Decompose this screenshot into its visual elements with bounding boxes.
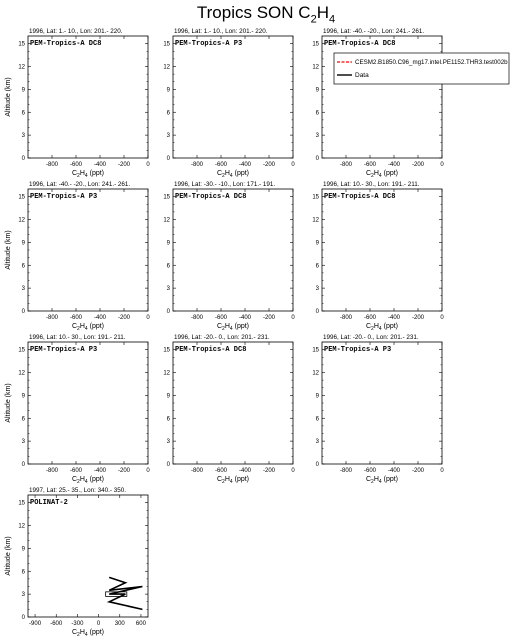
x-tick-label: -600	[214, 162, 228, 168]
campaign-label: PEM-Tropics-A DC8	[175, 346, 247, 354]
plot-frame	[28, 495, 148, 617]
panel-header: 1996, Lat: 1.- 10., Lon: 201.- 220.	[29, 28, 123, 35]
chart-panel	[5, 334, 150, 485]
chart-panel	[5, 181, 150, 332]
y-tick-label: 3	[315, 286, 319, 293]
plot-frame	[28, 189, 148, 311]
y-tick-label: 9	[21, 546, 25, 553]
x-tick-label: -200	[411, 315, 425, 321]
chart-panel	[163, 181, 295, 332]
x-tick-label: -600	[363, 315, 377, 321]
x-tick-label: 0	[146, 315, 150, 321]
x-axis-label: $C_2H_4$ (ppt)	[365, 323, 399, 332]
x-tick-label: -200	[262, 162, 276, 168]
y-tick-label: 15	[18, 500, 25, 507]
data-line	[109, 577, 142, 609]
campaign-label: PEM-Tropics-A DC8	[324, 193, 396, 201]
x-tick-label: -400	[93, 468, 107, 474]
y-tick-label: 12	[312, 217, 319, 224]
y-tick-label: 15	[163, 194, 170, 201]
x-tick-label: -600	[69, 468, 83, 474]
x-tick-label: -400	[93, 162, 107, 168]
plot-frame	[28, 36, 148, 158]
panel-header: 1996, Lat: 1.- 10., Lon: 201.- 220.	[174, 28, 268, 35]
y-tick-label: 9	[21, 240, 25, 247]
y-tick-label: 0	[21, 309, 25, 315]
y-tick-label: 3	[21, 592, 25, 599]
campaign-label: PEM-Tropics-A DC8	[175, 193, 247, 201]
x-axis-label: $C_2H_4$ (ppt)	[216, 323, 250, 332]
x-tick-label: 0	[96, 621, 101, 627]
chart-panel	[312, 28, 509, 179]
chart-panel	[5, 28, 150, 179]
x-tick-label: -200	[117, 162, 131, 168]
x-tick-label: -800	[45, 315, 59, 321]
x-axis-label: $C_2H_4$ (ppt)	[71, 476, 105, 485]
x-tick-label: -900	[29, 621, 42, 627]
figure-title: Tropics SON $C_2H_4$	[196, 3, 336, 26]
y-axis-label: Altitude (km)	[5, 77, 12, 117]
y-tick-label: 3	[166, 133, 170, 140]
y-tick-label: 12	[18, 64, 25, 71]
y-tick-label: 3	[315, 439, 319, 446]
y-tick-label: 9	[21, 393, 25, 400]
x-tick-label: -400	[387, 468, 401, 474]
x-axis-label: $C_2H_4$ (ppt)	[365, 170, 399, 179]
x-tick-label: 0	[440, 162, 444, 168]
y-tick-label: 15	[18, 347, 25, 354]
legend-data-label: Data	[355, 72, 369, 79]
panel-header: 1996, Lat: 10.- 30., Lon: 191.- 211.	[323, 181, 420, 188]
y-tick-label: 3	[166, 439, 170, 446]
y-tick-label: 15	[163, 347, 170, 354]
plot-frame	[322, 189, 442, 311]
x-tick-label: -800	[339, 315, 353, 321]
y-tick-label: 0	[166, 462, 170, 468]
x-axis-label: $C_2H_4$ (ppt)	[216, 476, 250, 485]
x-tick-label: -800	[339, 162, 353, 168]
campaign-label: PEM-Tropics-A P3	[175, 40, 243, 48]
y-tick-label: 3	[21, 133, 25, 140]
chart-panel	[163, 334, 295, 485]
campaign-label: PEM-Tropics-A P3	[324, 346, 392, 354]
y-axis-label: Altitude (km)	[5, 536, 12, 576]
x-tick-label: -400	[93, 315, 107, 321]
y-tick-label: 6	[166, 110, 170, 117]
y-tick-label: 6	[315, 263, 319, 270]
y-tick-label: 6	[166, 416, 170, 423]
y-tick-label: 15	[18, 194, 25, 201]
chart-panel	[312, 334, 444, 485]
x-tick-label: -800	[190, 162, 204, 168]
y-tick-label: 9	[166, 393, 170, 400]
x-tick-label: -400	[238, 162, 252, 168]
x-tick-label: -600	[363, 468, 377, 474]
y-tick-label: 3	[166, 286, 170, 293]
y-tick-label: 6	[21, 416, 25, 423]
y-tick-label: 15	[312, 194, 319, 201]
y-tick-label: 9	[166, 240, 170, 247]
x-axis-label: $C_2H_4$ (ppt)	[71, 629, 105, 638]
plot-frame	[173, 36, 293, 158]
panel-header: 1996, Lat: -20.- 0., Lon: 201.- 231.	[323, 334, 419, 341]
x-axis-label: $C_2H_4$ (ppt)	[71, 170, 105, 179]
y-tick-label: 15	[18, 41, 25, 48]
y-tick-label: 12	[163, 217, 170, 224]
y-tick-label: 9	[315, 393, 319, 400]
plot-frame	[173, 189, 293, 311]
x-tick-label: -800	[45, 468, 59, 474]
x-tick-label: -200	[262, 315, 276, 321]
campaign-label: PEM-Tropics-A DC8	[324, 40, 396, 48]
y-tick-label: 9	[21, 87, 25, 94]
x-tick-label: 0	[291, 162, 295, 168]
campaign-label: PEM-Tropics-A DC8	[30, 40, 102, 48]
y-tick-label: 12	[163, 64, 170, 71]
y-tick-label: 3	[21, 439, 25, 446]
x-tick-label: -400	[387, 315, 401, 321]
x-tick-label: -800	[190, 315, 204, 321]
panel-header: 1996, Lat: -20.- 0., Lon: 201.- 231.	[174, 334, 270, 341]
panel-header: 1996, Lat: -30.- -10., Lon: 171.- 191.	[174, 181, 276, 188]
y-tick-label: 6	[21, 569, 25, 576]
y-tick-label: 0	[21, 462, 25, 468]
x-tick-label: -600	[69, 162, 83, 168]
y-tick-label: 6	[315, 110, 319, 117]
y-tick-label: 0	[166, 309, 170, 315]
y-tick-label: 3	[21, 286, 25, 293]
x-tick-label: 300	[114, 621, 125, 627]
x-tick-label: -400	[387, 162, 401, 168]
y-axis-label: Altitude (km)	[5, 230, 12, 270]
plot-frame	[28, 342, 148, 464]
legend-box	[334, 53, 509, 84]
y-tick-label: 0	[21, 156, 25, 162]
y-tick-label: 12	[18, 370, 25, 377]
panel-header: 1997, Lat: 25.- 35., Lon: 340.- 350.	[29, 487, 126, 494]
y-tick-label: 15	[312, 41, 319, 48]
y-tick-label: 0	[315, 156, 319, 162]
x-tick-label: 0	[440, 315, 444, 321]
y-tick-label: 0	[166, 156, 170, 162]
x-tick-label: -800	[339, 468, 353, 474]
x-tick-label: -200	[117, 468, 131, 474]
x-tick-label: -200	[117, 315, 131, 321]
y-tick-label: 9	[166, 87, 170, 94]
plot-frame	[173, 342, 293, 464]
y-tick-label: 9	[315, 87, 319, 94]
x-tick-label: -400	[238, 315, 252, 321]
y-tick-label: 6	[21, 263, 25, 270]
chart-panel	[312, 181, 444, 332]
x-tick-label: -800	[45, 162, 59, 168]
campaign-label: PEM-Tropics-A P3	[30, 193, 98, 201]
y-tick-label: 12	[18, 217, 25, 224]
x-tick-label: -600	[69, 315, 83, 321]
x-tick-label: -600	[50, 621, 63, 627]
x-tick-label: -400	[238, 468, 252, 474]
x-tick-label: -600	[363, 162, 377, 168]
y-tick-label: 6	[21, 110, 25, 117]
x-axis-label: $C_2H_4$ (ppt)	[71, 323, 105, 332]
x-axis-label: $C_2H_4$ (ppt)	[365, 476, 399, 485]
x-tick-label: 0	[146, 468, 150, 474]
x-tick-label: -800	[190, 468, 204, 474]
x-tick-label: -300	[71, 621, 84, 627]
plot-frame	[322, 342, 442, 464]
y-tick-label: 12	[312, 64, 319, 71]
y-tick-label: 9	[315, 240, 319, 247]
chart-panel	[5, 487, 148, 638]
campaign-label: POLINAT-2	[30, 499, 68, 507]
panel-header: 1996, Lat: -40.- -20., Lon: 241.- 261.	[29, 181, 131, 188]
y-tick-label: 15	[312, 347, 319, 354]
y-tick-label: 12	[18, 523, 25, 530]
y-axis-label: Altitude (km)	[5, 383, 12, 423]
legend-model-label: CESM2.B1850.C96_mg17.intel.PE1152.THR3.test002b	[355, 59, 508, 66]
x-tick-label: -200	[411, 468, 425, 474]
campaign-label: PEM-Tropics-A P3	[30, 346, 98, 354]
y-tick-label: 6	[315, 416, 319, 423]
x-tick-label: 0	[440, 468, 444, 474]
y-tick-label: 0	[315, 462, 319, 468]
x-tick-label: -600	[214, 315, 228, 321]
panel-header: 1996, Lat: 10.- 30., Lon: 191.- 211.	[29, 334, 126, 341]
x-axis-label: $C_2H_4$ (ppt)	[216, 170, 250, 179]
y-tick-label: 6	[166, 263, 170, 270]
y-tick-label: 3	[315, 133, 319, 140]
x-tick-label: -600	[214, 468, 228, 474]
legend	[334, 53, 509, 84]
y-tick-label: 0	[21, 615, 25, 621]
y-tick-label: 12	[163, 370, 170, 377]
x-tick-label: -200	[411, 162, 425, 168]
x-tick-label: -200	[262, 468, 276, 474]
x-tick-label: 0	[291, 315, 295, 321]
x-tick-label: 0	[291, 468, 295, 474]
x-tick-label: 600	[135, 621, 146, 627]
y-tick-label: 0	[315, 309, 319, 315]
x-tick-label: 0	[146, 162, 150, 168]
y-tick-label: 12	[312, 370, 319, 377]
y-tick-label: 15	[163, 41, 170, 48]
chart-panel	[163, 28, 295, 179]
panel-header: 1996, Lat: -40.- -20., Lon: 241.- 261.	[323, 28, 425, 35]
